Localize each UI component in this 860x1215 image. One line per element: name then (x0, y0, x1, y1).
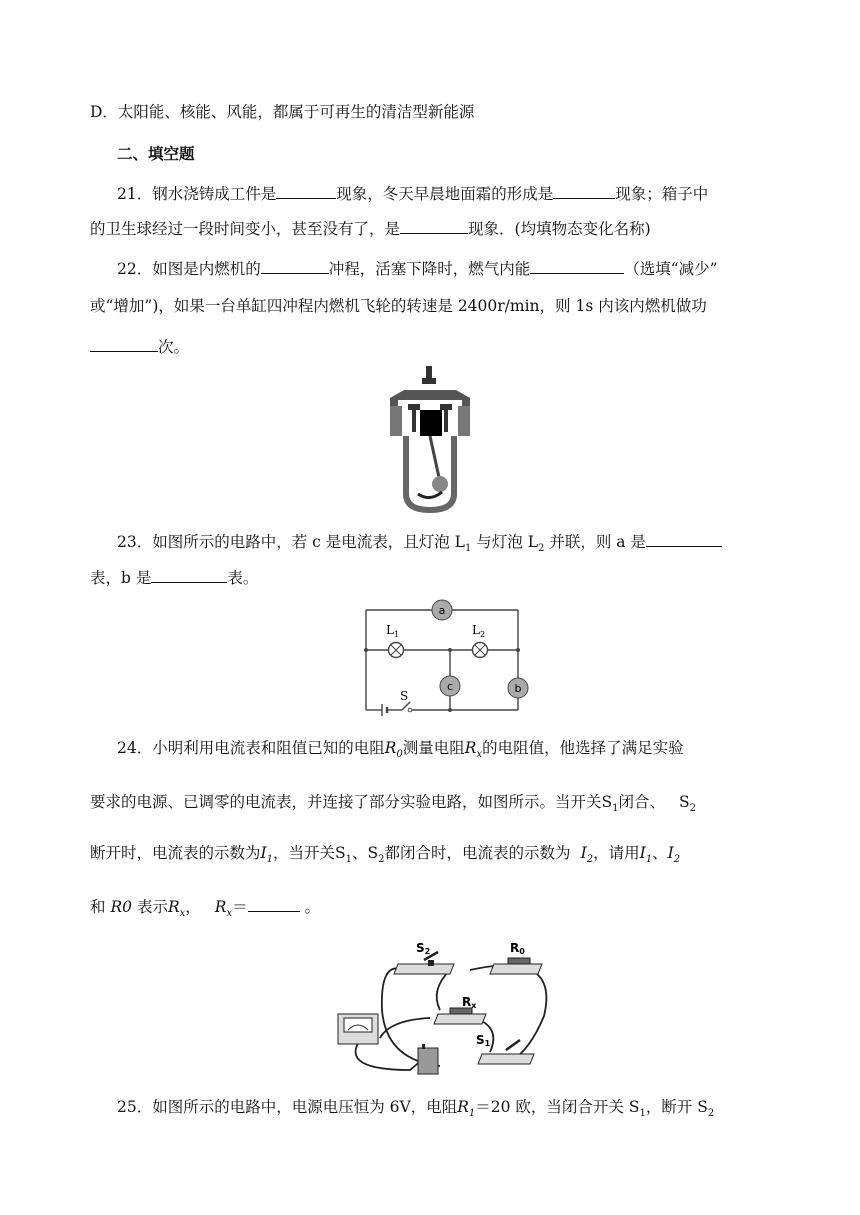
q24-text: 都闭合时，电流表的示数为 (384, 844, 571, 862)
q21-text: 现象，冬天早晨地面霜的形成是 (336, 185, 554, 203)
q24-line3 (90, 843, 680, 870)
symbol-r1: $R_1$ (457, 1098, 476, 1120)
q24-line1 (117, 738, 684, 765)
meter-label-a: a (438, 604, 446, 617)
q22-line2: 或“增加”)，如果一台单缸四冲程内燃机飞轮的转速是 2400r/min，则 1s 内该内燃机做功 (90, 297, 707, 315)
option-d: D．太阳能、核能、风能，都属于可再生的清洁型新能源 (90, 103, 475, 121)
q25-text: ，断开 S (645, 1098, 708, 1116)
meter-label-b: b (514, 682, 522, 695)
q24-text: 断开时，电流表的示数为 (90, 844, 261, 862)
symbol-rx: $R_x$ (464, 739, 483, 761)
answer-blank[interactable] (90, 336, 158, 352)
q24-text: 要求的电源、已调零的电流表，并连接了部分实验电路，如图所示。当开关 (90, 793, 602, 811)
q22-text: （选填“减少” (624, 260, 718, 278)
answer-blank[interactable] (646, 531, 722, 547)
answer-blank[interactable] (248, 896, 300, 912)
circuit-figure-q23 (358, 598, 538, 718)
q23-sub: 1 (464, 543, 472, 555)
q25-line1 (117, 1097, 714, 1124)
q22-text: 22．如图是内燃机的 (117, 260, 261, 278)
q24-text: 测量电阻 (402, 739, 465, 757)
lamp-label-l1: $L_1$ (386, 623, 400, 639)
symbol-i1: $I_1$ (639, 844, 653, 866)
q24-text: 。 (304, 898, 321, 916)
q24-text: 闭合、 (618, 793, 666, 811)
q21-text: 现象．(均填物态变化名称) (468, 220, 651, 238)
q24-text: 、 (352, 844, 368, 862)
q23-line2 (90, 567, 258, 588)
circuit-figure-q24 (330, 930, 570, 1080)
symbol-rx: $R_x$ (214, 898, 233, 920)
q24-text: 表示 (136, 898, 168, 916)
q22-text: 冲程，活塞下降时，燃气内能 (328, 260, 531, 278)
q24-text: 的电阻值，他选择了满足实验 (482, 739, 684, 757)
q25-sub: 2 (707, 1108, 715, 1120)
answer-blank[interactable] (400, 218, 468, 234)
answer-blank[interactable] (261, 258, 329, 274)
q21-text: 的卫生球经过一段时间变小，甚至没有了，是 (90, 220, 401, 238)
q22-text: 次。 (158, 338, 190, 356)
q21-line1 (117, 183, 708, 204)
q24-text: ，请用 (593, 844, 640, 862)
q22-line3 (90, 336, 189, 357)
q24-text: ，当开关 (273, 844, 336, 862)
q24-line4 (90, 896, 320, 924)
engine-figure (382, 364, 478, 514)
q21-text: 21．钢水浇铸成工件是 (117, 185, 277, 203)
answer-blank[interactable] (530, 258, 624, 274)
switch-label-s: S (400, 689, 409, 703)
symbol-r0: $R_0$ (384, 739, 403, 761)
meter-label-c: c (446, 680, 454, 693)
fig-label-s1: S1 (476, 1033, 491, 1048)
q24-text: 和 (90, 898, 106, 916)
fig-label-s2: S2 (416, 941, 431, 956)
symbol-s2: $S_2$ (679, 793, 697, 815)
q23-text: 表。 (227, 569, 259, 587)
q24-text: 、 (652, 844, 668, 862)
q25-text: 25．如图所示的电路中，电源电压恒为 6V，电阻 (117, 1098, 458, 1116)
q21-line2 (90, 218, 651, 239)
symbol-i1: $I_1$ (260, 844, 274, 866)
answer-blank[interactable] (151, 567, 227, 583)
q24-text: 24．小明利用电流表和阻值已知的电阻 (117, 739, 385, 757)
q23-text: 23．如图所示的电路中，若 c 是电流表，且灯泡 L (117, 533, 465, 551)
symbol-s1: $S_1$ (601, 793, 619, 815)
symbol-i2: $I_2$ (667, 844, 681, 866)
q23-line1 (117, 531, 722, 559)
q22-line1 (117, 258, 718, 279)
q23-text: 与灯泡 L (471, 533, 539, 551)
symbol-s1: $S_1$ (335, 844, 353, 866)
fig-label-r0: R0 (510, 941, 525, 956)
q25-sub: 1 (639, 1108, 646, 1120)
q23-text: 并联，则 a 是 (544, 533, 646, 551)
lamp-label-l2: $L_2$ (472, 623, 486, 639)
symbol-i2: $I_2$ (580, 844, 594, 866)
symbol-s2: $S_2$ (367, 844, 385, 866)
q24-text: ， (185, 898, 201, 916)
section-title: 二、填空题 (117, 144, 195, 163)
symbol-rx: $R_x$ (167, 898, 186, 920)
q24-line2 (90, 792, 696, 819)
fig-label-rx: Rx (462, 995, 477, 1010)
q21-text: 现象；箱子中 (615, 185, 709, 203)
answer-blank[interactable] (276, 183, 336, 199)
q25-text: ＝20 欧，当闭合开关 S (475, 1098, 640, 1116)
answer-blank[interactable] (553, 183, 615, 199)
q24-text: ＝ (232, 898, 248, 916)
q23-sub: 2 (538, 543, 545, 555)
q23-text: 表，b 是 (90, 569, 152, 587)
symbol-r0-word: R0 (110, 898, 132, 916)
